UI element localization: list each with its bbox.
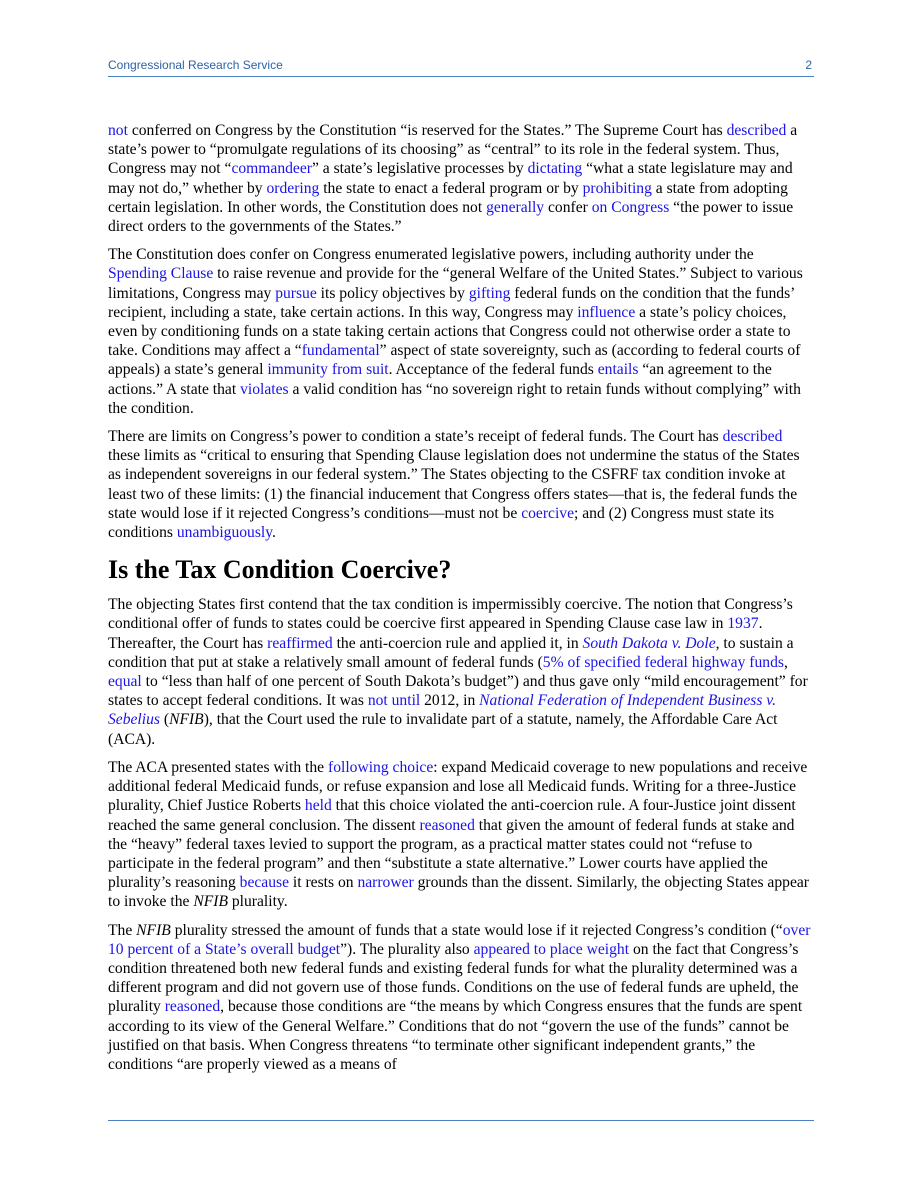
paragraph <box>108 245 814 418</box>
hyperlink[interactable]: reaffirmed <box>267 634 333 652</box>
hyperlink[interactable]: ordering <box>266 179 320 197</box>
hyperlink[interactable]: appeared to place weight <box>473 940 630 958</box>
hyperlink[interactable]: dictating <box>527 160 583 178</box>
text-run: There are limits on Congress’s power to condition a state’s receipt of federal funds. The Court has <box>108 428 723 446</box>
hyperlink[interactable]: narrower <box>357 874 414 892</box>
text-run: The Constitution does confer on Congress enumerated legislative powers, including authority under the <box>108 246 754 264</box>
hyperlink[interactable]: generally <box>486 198 545 216</box>
hyperlink[interactable]: equal <box>108 673 142 691</box>
hyperlink[interactable]: 1937 <box>727 615 759 633</box>
section-paragraphs <box>108 595 814 1074</box>
page-number: 2 <box>805 58 812 72</box>
hyperlink[interactable]: because <box>239 874 290 892</box>
text-run: on the fact that Congress’s condition threatened both new federal funds and existing federal funds for what the plurality determined was a different program and did not govern use of those funds. Conditions on the use of federal funds are upheld, the plurality <box>108 940 799 1016</box>
hyperlink[interactable]: influence <box>577 303 636 321</box>
text-run: it rests on <box>289 874 358 892</box>
text-run: “what a state legislature may and may not do,” whether by <box>108 160 793 197</box>
hyperlink[interactable]: coercive <box>521 504 574 522</box>
text-run: ” a state’s legislative processes by <box>311 160 528 178</box>
document-body <box>108 121 814 1083</box>
hyperlink[interactable]: commandeer <box>231 160 312 178</box>
hyperlink[interactable]: unambiguously <box>176 524 273 542</box>
hyperlink[interactable]: prohibiting <box>582 179 652 197</box>
hyperlink[interactable]: not until <box>367 692 421 710</box>
text-run: these limits as “critical to ensuring that Spending Clause legislation does not undermine the status of the States as independent sovereigns in our federal system.” The States objecting to the CSFRF tax condition invoke at least two of these limits: (1) the financial inducement that Congress offers states—that is, the federal funds the state would lose if it rejected Congress’s conditions—must not be <box>108 447 800 522</box>
text-run: ), that the Court used the rule to invalidate part of a statute, namely, the Affordable Care Act (ACA). <box>108 711 778 748</box>
hyperlink[interactable]: immunity from suit <box>267 361 389 379</box>
paragraph <box>108 121 814 236</box>
hyperlink[interactable]: reasoned <box>164 998 221 1016</box>
text-run: a state’s power to “promulgate regulations of its choosing” as “central” to its role in the federal system. Thus, Congress may not “ <box>108 122 798 178</box>
text-run: . Acceptance of the federal funds <box>388 361 598 379</box>
text-run: conferred on Congress by the Constitution “is reserved for the States.” The Supreme Court has <box>127 122 727 139</box>
text-run: to “less than half of one percent of South Dakota’s budget”) and thus gave only “mild encouragement” for states to accept federal conditions. It was <box>108 673 808 710</box>
text-run: NFIB <box>193 893 228 911</box>
hyperlink[interactable]: violates <box>240 380 289 398</box>
paragraph <box>108 921 814 1075</box>
text-run: , to sustain a condition that put at stake a relatively small amount of federal funds ( <box>108 634 794 671</box>
paragraph <box>108 427 814 542</box>
text-run: the state to enact a federal program or by <box>319 179 583 197</box>
text-run: 2012, in <box>420 692 480 710</box>
hyperlink[interactable]: over 10 percent of a State’s overall budget <box>108 921 811 958</box>
hyperlink[interactable]: not <box>108 122 128 139</box>
hyperlink[interactable]: fundamental <box>301 342 380 360</box>
paragraph <box>108 758 814 912</box>
text-run: that this choice violated the anti-coercion rule. A four-Justice joint dissent reached the same general conclusion. The dissent <box>108 797 796 834</box>
hyperlink[interactable]: gifting <box>468 284 511 302</box>
text-run: The objecting States first contend that the tax condition is impermissibly coercive. The notion that Congress’s conditional offer of funds to states could be coercive first appeared in Spending Clause case law in <box>108 596 793 633</box>
text-run: plurality. <box>227 893 288 911</box>
text-run: , <box>783 653 788 671</box>
text-run: a state from adopting certain legislation. In other words, the Constitution does not <box>108 179 788 216</box>
hyperlink[interactable]: reasoned <box>419 816 475 834</box>
hyperlink[interactable]: 5% of specified federal highway funds <box>542 653 784 671</box>
intro-paragraphs <box>108 121 814 542</box>
text-run: ( <box>159 711 170 729</box>
text-run: grounds than the dissent. Similarly, the objecting States appear to invoke the <box>108 874 809 911</box>
text-run: : expand Medicaid coverage to new populations and receive additional federal Medicaid funds, or refuse expansion and lose all Medicaid funds. Writing for a three-Justice plurality, Chief Justice Roberts <box>108 758 808 815</box>
footer-rule <box>108 1120 814 1121</box>
header-rule <box>108 76 814 77</box>
text-run: ” aspect of state sovereignty, such as (according to federal courts of appeals) a state’s general <box>108 342 801 379</box>
hyperlink[interactable]: Spending Clause <box>108 265 214 283</box>
page-header <box>108 58 814 76</box>
hyperlink[interactable]: entails <box>597 361 639 379</box>
text-run: . <box>272 524 276 542</box>
text-run: plurality stressed the amount of funds that a state would lose if it rejected Congress’s condition (“ <box>170 921 783 939</box>
text-run: that given the amount of federal funds at stake and the “heavy” federal taxes levied to support the program, as a practical matter states could not “refuse to participate in the federal program” and then “substitute a state alternative.” Lower courts have applied the plurality’s reasoning <box>108 816 795 892</box>
text-run: a valid condition has “no sovereign right to retain funds without complying” with the condition. <box>108 380 801 417</box>
text-run: federal funds on the condition that the funds’ recipient, including a state, take certain actions. In this way, Congress may <box>108 284 795 321</box>
section-heading: Is the Tax Condition Coercive? <box>108 555 452 585</box>
hyperlink[interactable]: described <box>726 122 787 139</box>
hyperlink[interactable]: National Federation of Independent Business v. Sebelius <box>108 692 776 729</box>
text-run: The ACA presented states with the <box>108 758 329 776</box>
text-run: NFIB <box>169 711 204 729</box>
hyperlink[interactable]: held <box>304 797 332 815</box>
text-run: the anti-coercion rule and applied it, in <box>332 634 583 652</box>
text-run: , because those conditions are “the means by which Congress ensures that the funds are spent according to its view of the General Welfare.” Conditions that do not “govern the use of the funds” cannot be justified on that basis. When Congress threatens “to terminate other significant independent grants,” the conditions “are properly viewed as a means of <box>108 998 803 1073</box>
paragraph <box>108 595 814 749</box>
hyperlink[interactable]: pursue <box>275 284 317 302</box>
hyperlink[interactable]: described <box>722 428 783 446</box>
text-run: NFIB <box>136 921 171 939</box>
text-run: confer <box>544 198 592 216</box>
header-org-name: Congressional Research Service <box>108 58 283 72</box>
text-run: The <box>108 921 137 939</box>
text-run: . Thereafter, the Court has <box>108 615 763 652</box>
text-run: a state’s policy choices, even by conditioning funds on a state taking certain actions that Congress could not otherwise order a state to take. Conditions may affect a “ <box>108 303 791 360</box>
hyperlink[interactable]: South Dakota v. Dole <box>582 634 716 652</box>
text-run: ”). The plurality also <box>340 940 474 958</box>
text-run: “an agreement to the actions.” A state that <box>108 361 772 398</box>
text-run: its policy objectives by <box>316 284 469 302</box>
text-run: ; and (2) Congress must state its conditions <box>108 504 775 542</box>
hyperlink[interactable]: following choice <box>328 758 434 776</box>
hyperlink[interactable]: on Congress <box>591 198 670 216</box>
text-run: to raise revenue and provide for the “general Welfare of the United States.” Subject to various limitations, Congress may <box>108 265 803 302</box>
text-run: “the power to issue direct orders to the governments of the States.” <box>108 198 794 236</box>
